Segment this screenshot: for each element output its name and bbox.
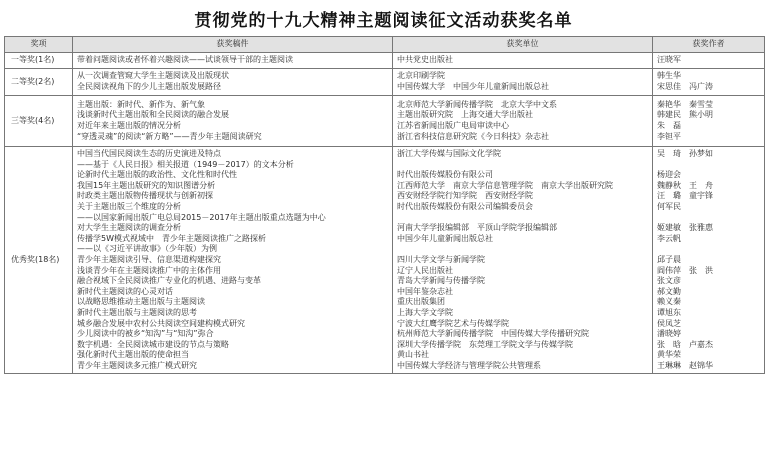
- author-line: 魏静秋 王 舟: [657, 180, 713, 190]
- work-cell: [73, 69, 393, 96]
- author-line: 王琳琳 赵锦华: [657, 360, 713, 370]
- author-line: 何军民: [657, 201, 681, 211]
- unit-line: 浙江大学传媒与国际文化学院: [397, 149, 501, 158]
- author-line: 吴 琦 孙梦如: [657, 149, 713, 158]
- work-cell: [73, 147, 393, 374]
- work-line: 我国15年主题出版研究的知识图谱分析: [77, 180, 216, 190]
- work-line: ——基于《人民日报》相关报道（1949－2017）的文本分析: [77, 159, 294, 169]
- author-cell: [653, 69, 765, 96]
- author-line: 宋思佳 冯广涛: [657, 82, 713, 91]
- author-line: [657, 213, 760, 224]
- work-line: 城乡融合发展中农村公共阅读空间建构模式研究: [77, 318, 245, 328]
- author-line: 姬建敏 张雅惠: [657, 223, 713, 233]
- author-line: 韩生华: [657, 71, 681, 81]
- unit-line: 深圳大学传播学院 东莞理工学院文学与传媒学院: [397, 339, 573, 349]
- unit-line: [397, 160, 648, 171]
- unit-line: 杭州师范大学新闻传播学院 中国传媒大学传播研究院: [397, 329, 589, 339]
- work-line: 全民阅读视角下的少儿主题出版发展路径: [77, 82, 221, 91]
- work-line: 青少年主题阅读引导、信息渠道构建探究: [77, 254, 221, 264]
- work-line: 青少年主题阅读多元推广模式研究: [77, 360, 197, 370]
- work-line: 少儿阅读中的被乡“知沟”与“知沟”弥合: [77, 329, 214, 339]
- unit-line: 青岛大学新闻与传播学院: [397, 276, 485, 286]
- unit-line: 江苏省新闻出版广电局审读中心: [397, 121, 509, 130]
- author-cell: [653, 53, 765, 69]
- work-line: 浅谈青少年在主题阅读推广中的主体作用: [77, 265, 221, 275]
- table-body: [5, 53, 765, 374]
- work-line: 以战略思维推动主题出版与主题阅读: [77, 297, 205, 307]
- work-line: 浅谈新时代主题出版和全民阅读的融合发展: [77, 110, 229, 120]
- unit-line: 宁波大红鹰学院艺术与传媒学院: [397, 318, 509, 328]
- author-line: 郝文勤: [657, 286, 681, 296]
- unit-line: 重庆出版集团: [397, 297, 445, 307]
- author-cell: [653, 96, 765, 147]
- work-line: 新时代主题阅读的心灵对话: [77, 286, 173, 296]
- unit-cell: [393, 96, 653, 147]
- work-line: 关于主题出版三个维度的分析: [77, 201, 181, 211]
- header-award: 奖项: [5, 37, 73, 53]
- unit-cell: [393, 69, 653, 96]
- unit-line: [397, 244, 648, 255]
- header-author: 获奖作者: [653, 37, 765, 53]
- author-line: 侯凤芝: [657, 318, 681, 328]
- unit-cell: [393, 53, 653, 69]
- table-row: [5, 96, 765, 147]
- author-line: 张文彦: [657, 276, 681, 286]
- author-line: 李钽平: [657, 131, 681, 141]
- unit-line: 河南大学学报编辑部 平顶山学院学报编辑部: [397, 223, 557, 233]
- author-line: 杨迎会: [657, 170, 681, 180]
- work-line: 传播学5W模式视域中 青少年主题阅读推广之路探析: [77, 233, 266, 243]
- author-line: 赖义秦: [657, 297, 681, 307]
- work-line: 数字机遇：全民阅读城市建设的节点与策略: [77, 339, 229, 349]
- award-cell: 一等奖(1名): [5, 53, 73, 69]
- author-line: 阎伟萍 张 洪: [657, 265, 713, 275]
- unit-line: 辽宁人民出版社: [397, 265, 453, 275]
- author-line: 秦艳华 秦雪莹: [657, 99, 713, 109]
- unit-line: 中国少年儿童新闻出版总社: [397, 233, 493, 243]
- author-line: 李云帆: [657, 233, 681, 243]
- work-line: ——以《习近平讲故事》（少年版）为例: [77, 244, 217, 254]
- work-line: 对大学生主题阅读的调查分析: [77, 223, 181, 233]
- work-line: 带着问题阅读或者怀着兴趣阅读——试谈领导干部的主题阅读: [77, 55, 293, 65]
- work-cell: [73, 96, 393, 147]
- unit-line: 中国传媒大学经济与管理学院公共管理系: [397, 360, 541, 370]
- header-unit: 获奖单位: [393, 37, 653, 53]
- author-cell: [653, 147, 765, 374]
- author-line: [657, 160, 760, 171]
- unit-line: 中共党史出版社: [397, 55, 453, 65]
- work-line: ——以国家新闻出版广电总局2015－2017年主题出版重点选题为中心: [77, 212, 326, 222]
- work-line: 对近年来主题出版的情况分析: [77, 121, 181, 130]
- work-line: 融合视域下全民阅读推广专业化的机遇、进路与变革: [77, 276, 261, 286]
- author-line: 黄华荣: [657, 350, 681, 360]
- unit-line: 中国年鉴杂志社: [397, 286, 453, 296]
- unit-line: 江西师范大学 南京大学信息管理学院 南京大学出版研究院: [397, 180, 613, 190]
- work-line: 从一次调查管窥大学生主题阅读及出版现状: [77, 71, 229, 81]
- author-line: 邱子晨: [657, 254, 681, 264]
- author-line: 谭旭东: [657, 307, 681, 317]
- work-line: 论新时代主题出版的政治性、文化性和时代性: [77, 170, 237, 180]
- page-title: 贯彻党的十九大精神主题阅读征文活动获奖名单: [194, 11, 573, 31]
- author-line: 汪 璐 童宇锋: [657, 191, 713, 201]
- work-line: “穿透灵魂”的阅读“新方略”——青少年主题阅读研究: [77, 131, 262, 141]
- author-line: 汪晓军: [657, 55, 681, 65]
- unit-line: 上海大学文学院: [397, 307, 453, 317]
- work-line: 主题出版：新时代、新作为、新气象: [77, 99, 205, 109]
- work-line: 中国当代国民阅读生态的历史演进及特点: [77, 149, 221, 158]
- unit-line: 时代出版传媒股份有限公司: [397, 170, 493, 180]
- unit-line: 中国传媒大学 中国少年儿童新闻出版总社: [397, 82, 549, 91]
- table-row: [5, 53, 765, 69]
- unit-line: 黄山书社: [397, 350, 429, 360]
- unit-line: 北京师范大学新闻传播学院 北京大学中文系: [397, 99, 557, 109]
- unit-line: 北京印刷学院: [397, 71, 445, 81]
- unit-line: 时代出版传媒股份有限公司编辑委员会: [397, 201, 533, 211]
- work-cell: [73, 53, 393, 69]
- header-work: 获奖稿件: [73, 37, 393, 53]
- work-line: 新时代主题出版与主题阅读的思考: [77, 307, 197, 317]
- award-cell: 二等奖(2名): [5, 69, 73, 96]
- unit-line: 四川大学文学与新闻学院: [397, 254, 485, 264]
- unit-line: 主题出版研究院 上海交通大学出版社: [397, 110, 533, 120]
- unit-line: [397, 213, 648, 224]
- award-cell: 优秀奖(18名): [5, 147, 73, 374]
- author-line: 韩建民 熊小明: [657, 110, 713, 120]
- table-row: [5, 69, 765, 96]
- author-line: 潘晓婷: [657, 329, 681, 339]
- unit-line: 西安财经学院行知学院 西安财经学院: [397, 191, 533, 201]
- work-line: 强化新时代主题出版的使命担当: [77, 350, 189, 360]
- author-line: [657, 244, 760, 255]
- unit-cell: [393, 147, 653, 374]
- author-line: 朱 磊: [657, 121, 681, 130]
- work-line: 时政类主题出版物传播现状与创新初探: [77, 191, 213, 201]
- table-header-row: [5, 37, 765, 53]
- award-table: [4, 36, 765, 374]
- author-line: 张 晗 卢嘉杰: [657, 339, 713, 349]
- award-cell: 三等奖(4名): [5, 96, 73, 147]
- table-row: [5, 147, 765, 374]
- unit-line: 浙江省科技信息研究院《今日科技》杂志社: [397, 131, 549, 141]
